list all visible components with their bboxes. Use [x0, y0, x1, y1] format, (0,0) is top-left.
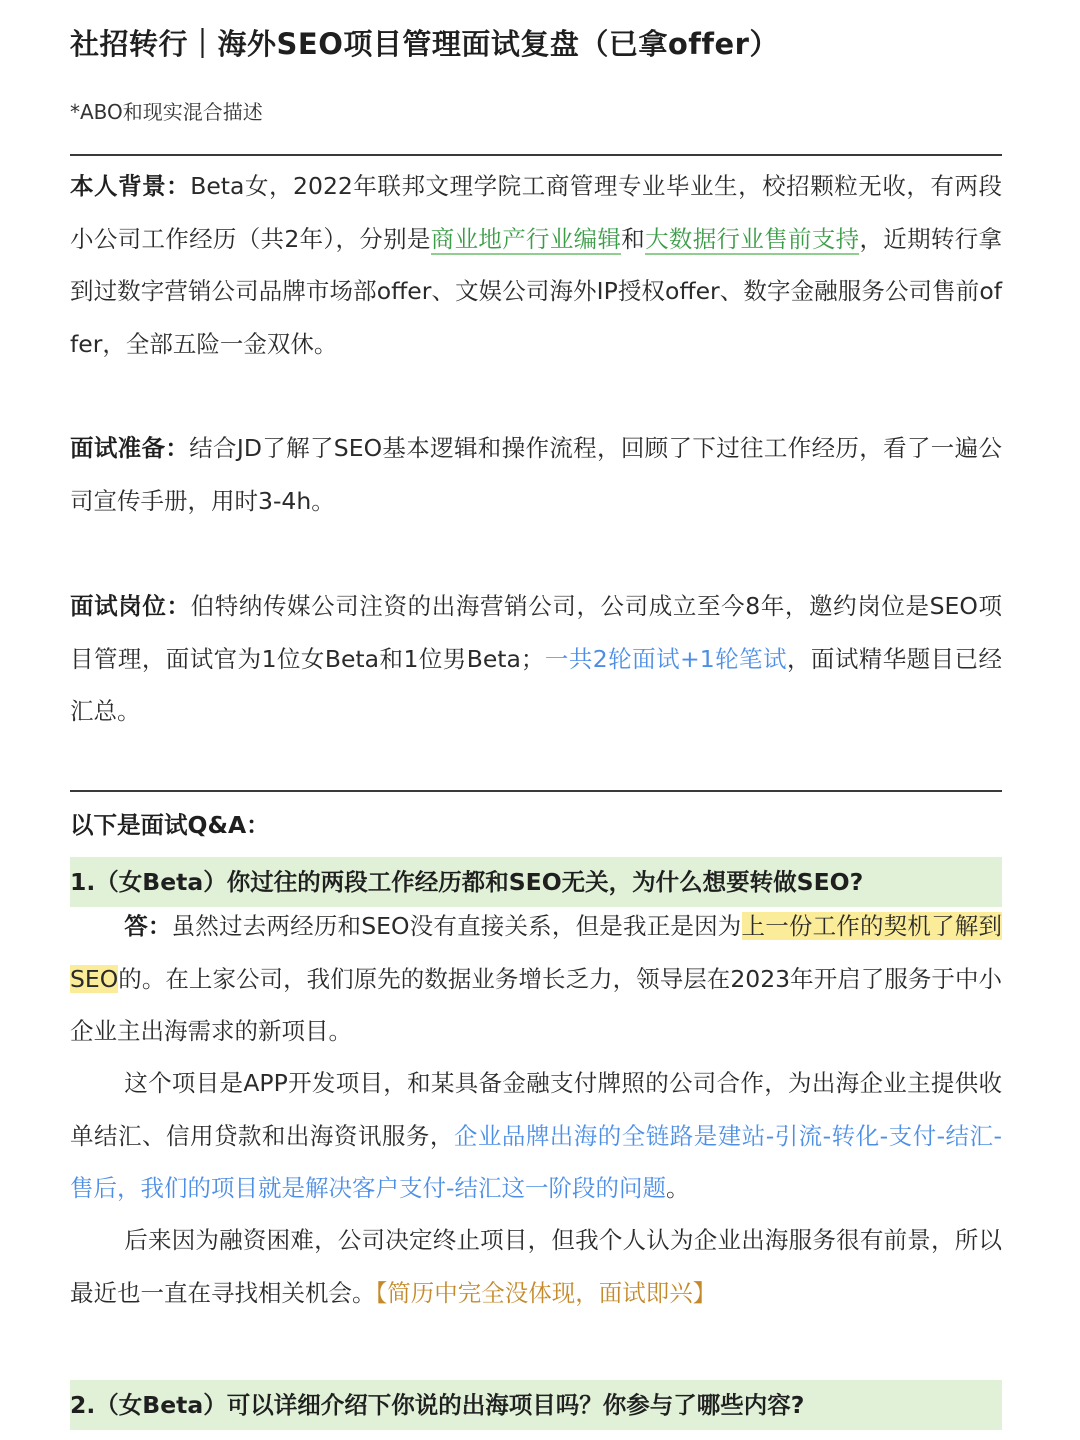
answer-1-text-2: 的。在上家公司，我们原先的数据业务增长乏力，领导层在2023年开启了服务于中小企业主出海需求的新项目。 [70, 964, 1002, 1045]
background-paragraph [70, 160, 1002, 370]
preparation-paragraph [70, 422, 1002, 527]
qa-heading: 以下是面试Q&A： [70, 811, 270, 839]
answer-1-paragraph [70, 900, 1002, 1058]
highlight-real-estate-editor: 商业地产行业编辑 [430, 224, 622, 253]
highlight-improvised-note: 【简历中完全没体现，面试即兴】 [375, 1278, 717, 1307]
disclaimer-note: *ABO和现实混合描述 [70, 100, 263, 124]
qa-divider [70, 790, 1002, 792]
answer-2-paragraph [70, 1057, 1002, 1215]
background-text-3: ，近期转行拿到过数字营销公司品牌市场部offer、文娱公司海外IP授权offer、数字金融服务公司售前offer，全部五险一金双休。 [70, 224, 1003, 358]
background-text-2: 和 [621, 224, 646, 253]
background-label: 本人背景： [70, 172, 191, 200]
highlight-full-chain: 企业品牌出海的全链路是建站-引流-转化-支付-结汇-售后，我们的项目就是解决客户支付-结汇这一阶段的问题 [70, 1121, 1002, 1202]
preparation-text: 结合JD了解了SEO基本逻辑和操作流程，回顾了下过往工作经历，看了一遍公司宣传手册，用时3-4h。 [70, 434, 1002, 515]
document-page [70, 0, 1002, 1440]
position-text-1: 伯特纳传媒公司注资的出海营销公司，公司成立至今8年，邀约岗位是SEO项目管理，面试官为1位女Beta和1位男Beta； [70, 592, 1003, 673]
answer-1-text-1: 虽然过去两经历和SEO没有直接关系，但是我正是因为 [171, 912, 742, 940]
background-text-1: Beta女，2022年联邦文理学院工商管理专业毕业生，校招颗粒无收，有两段小公司工作经历（共2年），分别是 [70, 172, 1003, 253]
page-title: 社招转行｜海外SEO项目管理面试复盘（已拿offer） [70, 27, 779, 61]
question-1: 1.（女Beta）你过往的两段工作经历都和SEO无关，为什么想要转做SEO? [70, 857, 1002, 907]
highlight-presales-support: 大数据行业售前支持 [645, 224, 860, 253]
answer-2-text-1: 这个项目是APP开发项目，和某具备金融支付牌照的公司合作，为出海企业主提供收单结汇、信用贷款和出海资讯服务， [70, 1069, 1002, 1150]
answer-2-text-2: 。 [665, 1174, 690, 1202]
highlight-interview-rounds: 一共2轮面试+1轮笔试 [544, 644, 787, 673]
highlight-previous-job: 上一份工作的契机了解到SEO [70, 912, 1003, 993]
position-label: 面试岗位： [70, 592, 191, 620]
answer-3-paragraph [70, 1214, 1002, 1319]
top-divider [70, 154, 1002, 156]
position-paragraph [70, 580, 1002, 738]
question-2: 2.（女Beta）可以详细介绍下你说的出海项目吗？你参与了哪些内容? [70, 1380, 1002, 1430]
preparation-label: 面试准备： [70, 434, 190, 462]
answer-3-text: 后来因为融资困难，公司决定终止项目，但我个人认为企业出海服务很有前景，所以最近也一直在寻找相关机会。 [70, 1226, 1002, 1307]
answer-label: 答： [124, 912, 172, 940]
position-text-2: ，面试精华题目已经汇总。 [70, 644, 1003, 725]
